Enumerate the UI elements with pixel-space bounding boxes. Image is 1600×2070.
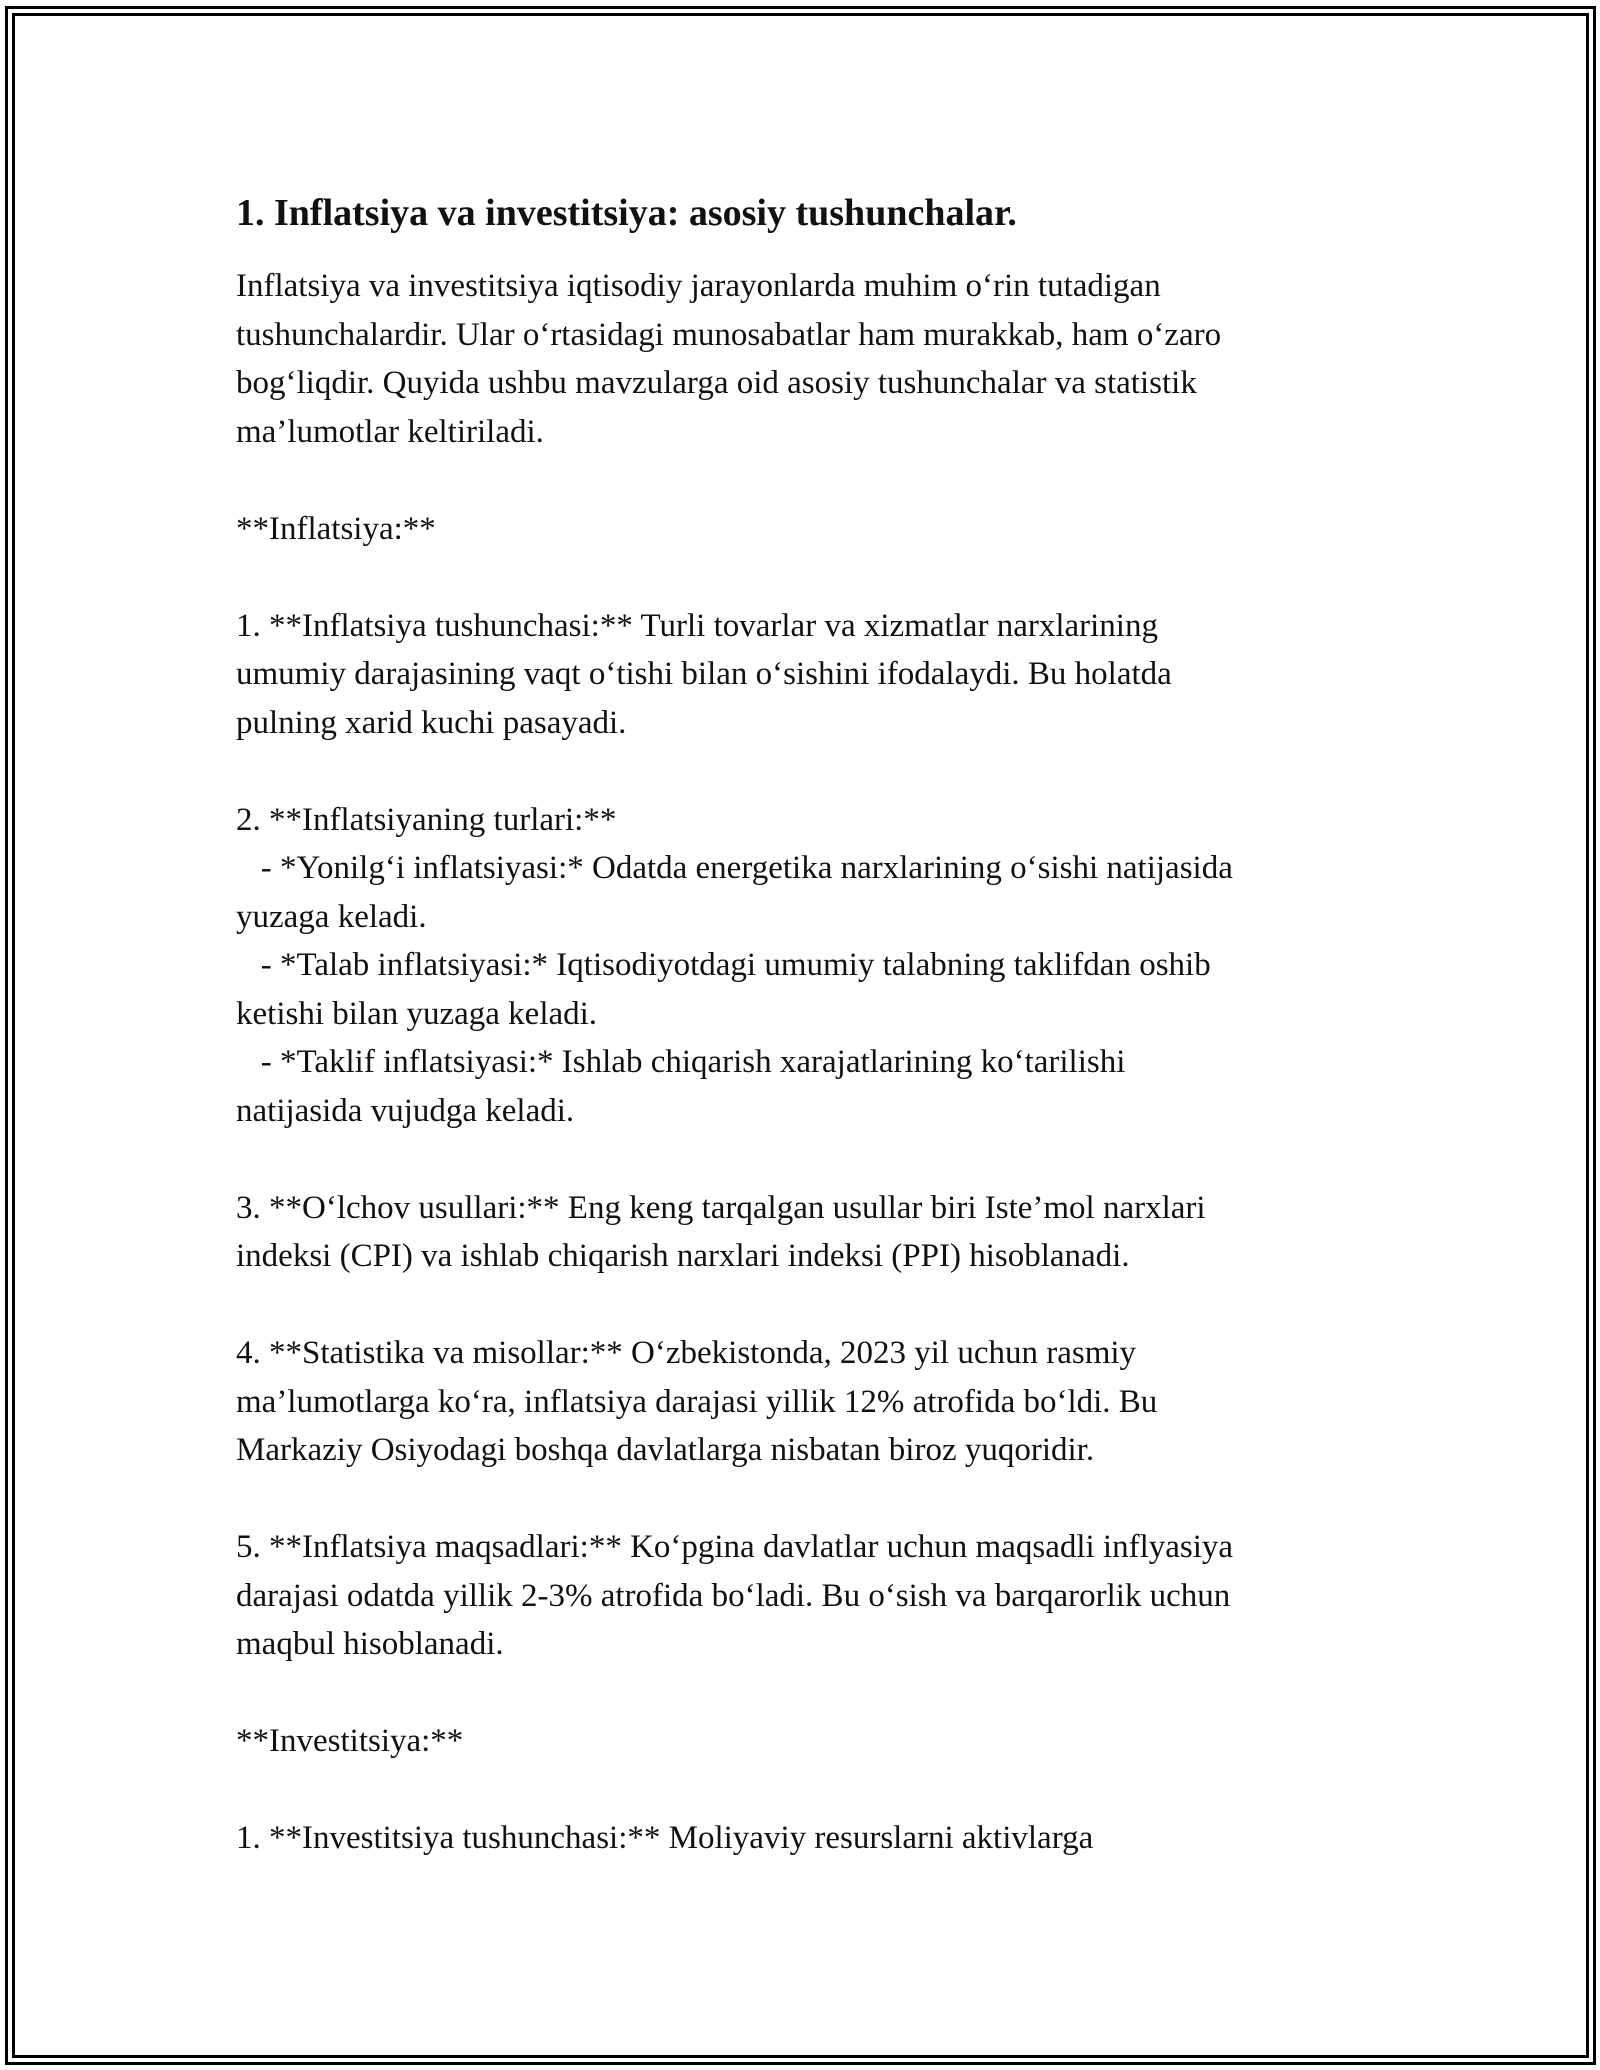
- intro-paragraph: Inflatsiya va investitsiya iqtisodiy jarayonlarda muhim o‘rin tutadigan tushunchalardir. Ular o‘rtasidagi munosabatlar ham murakkab, ham o‘zaro bog‘liqdir. Quyida ushbu mavzularga oid asosiy tushunchalar va statistik ma’lumotlar keltiriladi.: [236, 268, 1222, 450]
- paragraph-gap: [236, 1669, 1366, 1718]
- paragraph-gap: [236, 553, 1366, 602]
- inflation-item-measurement: 3. **O‘lchov usullari:** Eng keng tarqalgan usullar biri Iste’mol narxlari indeksi (CPI) va ishlab chiqarish narxlari indeksi (PPI) hisoblanadi.: [236, 1189, 1206, 1274]
- investment-heading: **Investitsiya:**: [236, 1723, 464, 1759]
- inflation-item-statistics: 4. **Statistika va misollar:** O‘zbekistonda, 2023 yil uchun rasmiy ma’lumotlarga ko‘ra, inflatsiya darajasi yillik 12% atrofida bo‘ldi. Bu Markaziy Osiyodagi boshqa davlatlarga nisbatan biroz yuqoridir.: [236, 1335, 1158, 1468]
- inflation-item-targets: 5. **Inflatsiya maqsadlari:** Ko‘pgina davlatlar uchun maqsadli inflyasiya darajasi odatda yillik 2-3% atrofida bo‘ladi. Bu o‘sish va barqarorlik uchun maqbul hisoblanadi.: [236, 1529, 1234, 1662]
- investment-item-concept: 1. **Investitsiya tushunchasi:** Moliyaviy resurslarni aktivlarga: [236, 1820, 1094, 1856]
- section-title: 1. Inflatsiya va investitsiya: asosiy tushunchalar.: [236, 192, 1017, 234]
- paragraph-gap: [236, 1766, 1366, 1815]
- document-body: [236, 186, 1366, 1863]
- paragraph-gap: [236, 1281, 1366, 1330]
- paragraph-gap: [236, 1135, 1366, 1184]
- inflation-item-types: 2. **Inflatsiyaning turlari:** - *Yonilg‘i inflatsiyasi:* Odatda energetika narxlarining o‘sishi natijasida yuzaga keladi. - *Talab inflatsiyasi:* Iqtisodiyotdagi umumiy talabning taklifdan oshib ketishi bilan yuzaga keladi. - *Taklif inflatsiyasi:* Ishlab chiqarish xarajatlarining ko‘tarilishi natijasida vujudga keladi.: [236, 801, 1233, 1129]
- inflation-item-concept: 1. **Inflatsiya tushunchasi:** Turli tovarlar va xizmatlar narxlarining umumiy darajasining vaqt o‘tishi bilan o‘sishini ifodalaydi. Bu holatda pulning xarid kuchi pasayadi.: [236, 607, 1172, 741]
- paragraph-gap: [236, 1475, 1366, 1524]
- inflation-heading: **Inflatsiya:**: [236, 510, 436, 547]
- paragraph-gap: [236, 456, 1366, 505]
- paragraph-gap: [236, 747, 1366, 796]
